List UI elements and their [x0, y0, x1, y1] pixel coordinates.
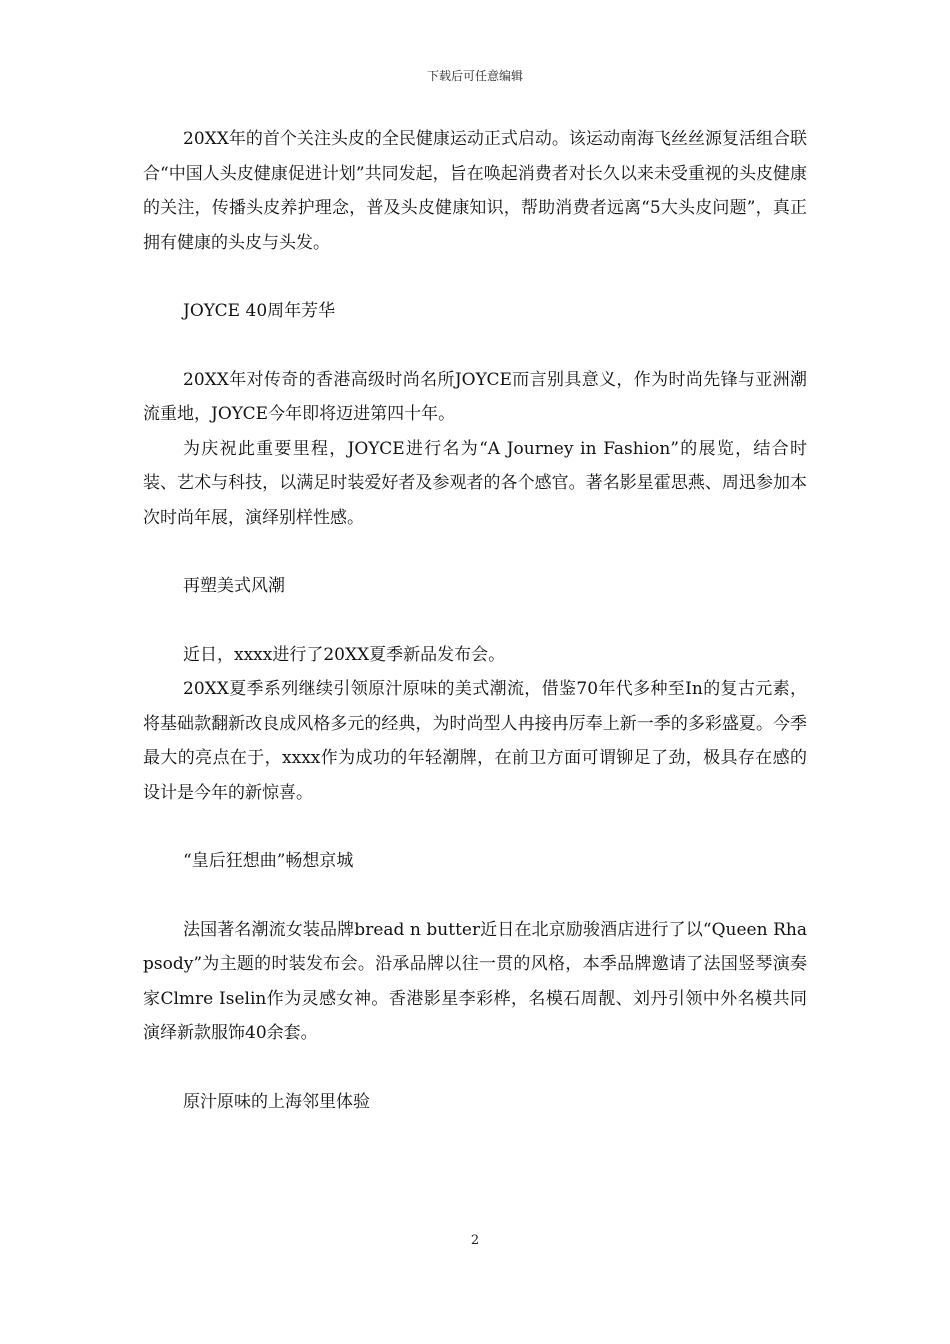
- spacer: [143, 810, 807, 844]
- document-body: [143, 122, 807, 1119]
- paragraph-joyce-exhibition: 为庆祝此重要里程，JOYCE进行名为“A Journey in Fashion”的展览，结合时装、艺术与科技，以满足时装爱好者及参观者的各个感官。著名影星霍思燕、周迅参加本次时尚年展，演绎别样性感。: [143, 438, 807, 528]
- section-heading-shanghai: 原汁原味的上海邻里体验: [183, 1091, 370, 1112]
- spacer: [143, 260, 807, 294]
- paragraph-joyce-intro: 20XX年对传奇的香港高级时尚名所JOYCE而言别具意义，作为时尚先锋与亚洲潮流重地，JOYCE今年即将迈进第四十年。: [143, 369, 807, 424]
- paragraph-summer-collection: 20XX夏季系列继续引领原汁原味的美式潮流，借鉴70年代多种至In的复古元素，将基础款翻新改良成风格多元的经典，为时尚型人冉接冉厉奉上新一季的多彩盛夏。今季最大的亮点在于，xxxx作为成功的年轻潮牌，在前卫方面可谓铆足了劲，极具存在感的设计是今年的新惊喜。: [143, 679, 807, 803]
- paragraph-launch-event: 近日，xxxx进行了20XX夏季新品发布会。: [183, 644, 506, 665]
- spacer: [143, 604, 807, 638]
- section-heading-american-style: 再塑美式风潮: [183, 576, 285, 596]
- header-note: 下载后可任意编辑: [426, 69, 523, 83]
- paragraph-bread-n-butter: 法国著名潮流女装品牌bread n butter近日在北京励骏酒店进行了以“Queen Rhapsody”为主题的时装发布会。沿承品牌以往一贯的风格，本季品牌邀请了法国竖琴演奏家Clmre Iselin作为灵感女神。香港影星李彩桦，名模石周靓、刘丹引领中外名模共同演绎新款服饰40余套。: [143, 919, 807, 1043]
- paragraph-scalp-health: 20XX年的首个关注头皮的全民健康运动正式启动。该运动南海飞丝丝源复活组合联合“中国人头皮健康促进计划”共同发起，旨在唤起消费者对长久以来未受重视的头皮健康的关注，传播头皮养护理念，普及头皮健康知识，帮助消费者远离“5大头皮问题”，真正拥有健康的头皮与头发。: [143, 129, 807, 253]
- spacer: [143, 329, 807, 363]
- spacer: [143, 1051, 807, 1085]
- section-heading-queen-rhapsody: “皇后狂想曲”畅想京城: [183, 851, 354, 871]
- page-number: 2: [470, 1233, 480, 1248]
- section-heading-joyce: JOYCE 40周年芳华: [183, 301, 336, 321]
- spacer: [143, 535, 807, 569]
- spacer: [143, 879, 807, 913]
